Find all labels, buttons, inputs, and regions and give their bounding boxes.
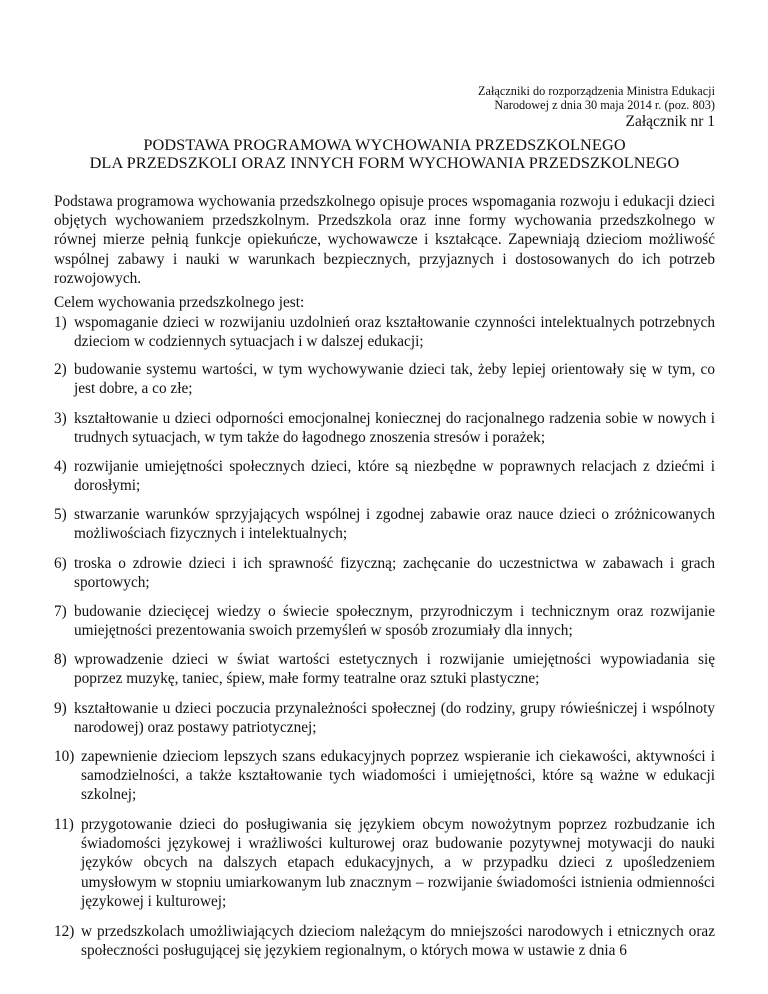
header-regulation-line2: Narodowej z dnia 30 maja 2014 r. (poz. 803) (494, 98, 715, 112)
intro-paragraph: Podstawa programowa wychowania przedszkolnego opisuje proces wspomagania rozwoju i edukacji dzieci objętych wychowaniem przedszkolnym. Przedszkola oraz inne formy wychowania przedszkolnego w równej mierze pełnią funkcje opiekuńcze, wychowawcze i kształcące. Zapewniają dzieciom możliwość wspólnej zabawy i nauki w warunkach bezpiecznych, przyjaznych i dostosowanych do ich potrzeb rozwojowych. (54, 193, 715, 287)
goal-number: 1) (54, 314, 67, 331)
goal-item (54, 554, 715, 592)
goal-item (54, 922, 715, 960)
goal-text: przygotowanie dzieci do posługiwania się językiem obcym nowożytnym poprzez rozbudzanie ich świadomości językowej i wrażliwości kulturowej oraz budowanie pozytywnej motywacji do nauki języków obcych na dalszych etapach edukacyjnych, a w przypadku dzieci z upośledzeniem umysłowym w stopniu umiarkowanym lub znacznym – rozwijanie świadomości istnienia odmienności językowej i kulturowej; (81, 816, 715, 910)
goal-text: kształtowanie u dzieci poczucia przynależności społecznej (do rodziny, grupy rówieśniczej i wspólnoty narodowej) oraz postawy patriotycznej; (74, 700, 715, 737)
goal-text: budowanie dziecięcej wiedzy o świecie społecznym, przyrodniczym i technicznym oraz rozwijanie umiejętności prezentowania swoich przemyśleń w sposób zrozumiały dla innych; (74, 603, 715, 640)
goal-number: 2) (54, 361, 67, 378)
goal-number: 9) (54, 700, 67, 717)
goal-number: 10) (54, 748, 75, 765)
goal-number: 8) (54, 651, 67, 668)
header-regulation-line1: Załączniki do rozporządzenia Ministra Edukacji (478, 84, 715, 98)
goal-number: 3) (54, 410, 67, 427)
goal-text: budowanie systemu wartości, w tym wychowywanie dzieci tak, żeby lepiej orientowały się w tym, co jest dobre, a co złe; (74, 361, 715, 398)
goal-number: 11) (54, 816, 74, 833)
goals-heading: Celem wychowania przedszkolnego jest: (54, 294, 305, 311)
goal-text: troska o zdrowie dzieci i ich sprawność fizyczną; zachęcanie do uczestnictwa w zabawach i grach sportowych; (74, 555, 715, 592)
goal-item (54, 602, 715, 640)
goal-item (54, 409, 715, 447)
goal-item (54, 505, 715, 543)
goal-text: rozwijanie umiejętności społecznych dzieci, które są niezbędne w poprawnych relacjach z dziećmi i dorosłymi; (74, 458, 715, 495)
header-annex-number: Załącznik nr 1 (625, 113, 715, 130)
goal-text: stwarzanie warunków sprzyjających wspólnej i zgodnej zabawie oraz nauce dzieci o zróżnicowanych możliwościach fizycznych i intelektualnych; (74, 506, 715, 543)
goal-item (54, 360, 715, 398)
goal-number: 7) (54, 603, 67, 620)
goal-item (54, 457, 715, 495)
goal-text: w przedszkolach umożliwiających dzieciom należącym do mniejszości narodowych i etnicznych oraz społeczności posługującej się językiem regionalnym, o których mowa w ustawie z dnia 6 (81, 923, 715, 960)
goal-text: wprowadzenie dzieci w świat wartości estetycznych i rozwijanie umiejętności wypowiadania się poprzez muzykę, taniec, śpiew, małe formy teatralne oraz sztuki plastyczne; (74, 651, 715, 688)
goal-number: 5) (54, 506, 67, 523)
document-title-line2: DLA PRZEDSZKOLI ORAZ INNYCH FORM WYCHOWANIA PRZEDSZKOLNEGO (89, 153, 680, 172)
goal-item (54, 650, 715, 688)
goal-item (54, 313, 715, 351)
goal-number: 4) (54, 458, 67, 475)
goal-text: wspomaganie dzieci w rozwijaniu uzdolnień oraz kształtowanie czynności intelektualnych potrzebnych dzieciom w codziennych sytuacjach i w dalszej edukacji; (74, 314, 715, 351)
goal-item (54, 815, 715, 911)
goal-text: zapewnienie dzieciom lepszych szans edukacyjnych poprzez wspieranie ich ciekawości, aktywności i samodzielności, a także kształtowanie tych wiadomości i umiejętności, które są ważne w edukacji szkolnej; (81, 748, 715, 804)
goal-text: kształtowanie u dzieci odporności emocjonalnej koniecznej do racjonalnego radzenia sobie w nowych i trudnych sytuacjach, w tym także do łagodnego znoszenia stresów i porażek; (74, 410, 715, 447)
goal-number: 6) (54, 555, 67, 572)
goal-item (54, 747, 715, 805)
goal-item (54, 699, 715, 737)
goal-number: 12) (54, 923, 75, 940)
document-title-line1: PODSTAWA PROGRAMOWA WYCHOWANIA PRZEDSZKOLNEGO (143, 135, 626, 154)
